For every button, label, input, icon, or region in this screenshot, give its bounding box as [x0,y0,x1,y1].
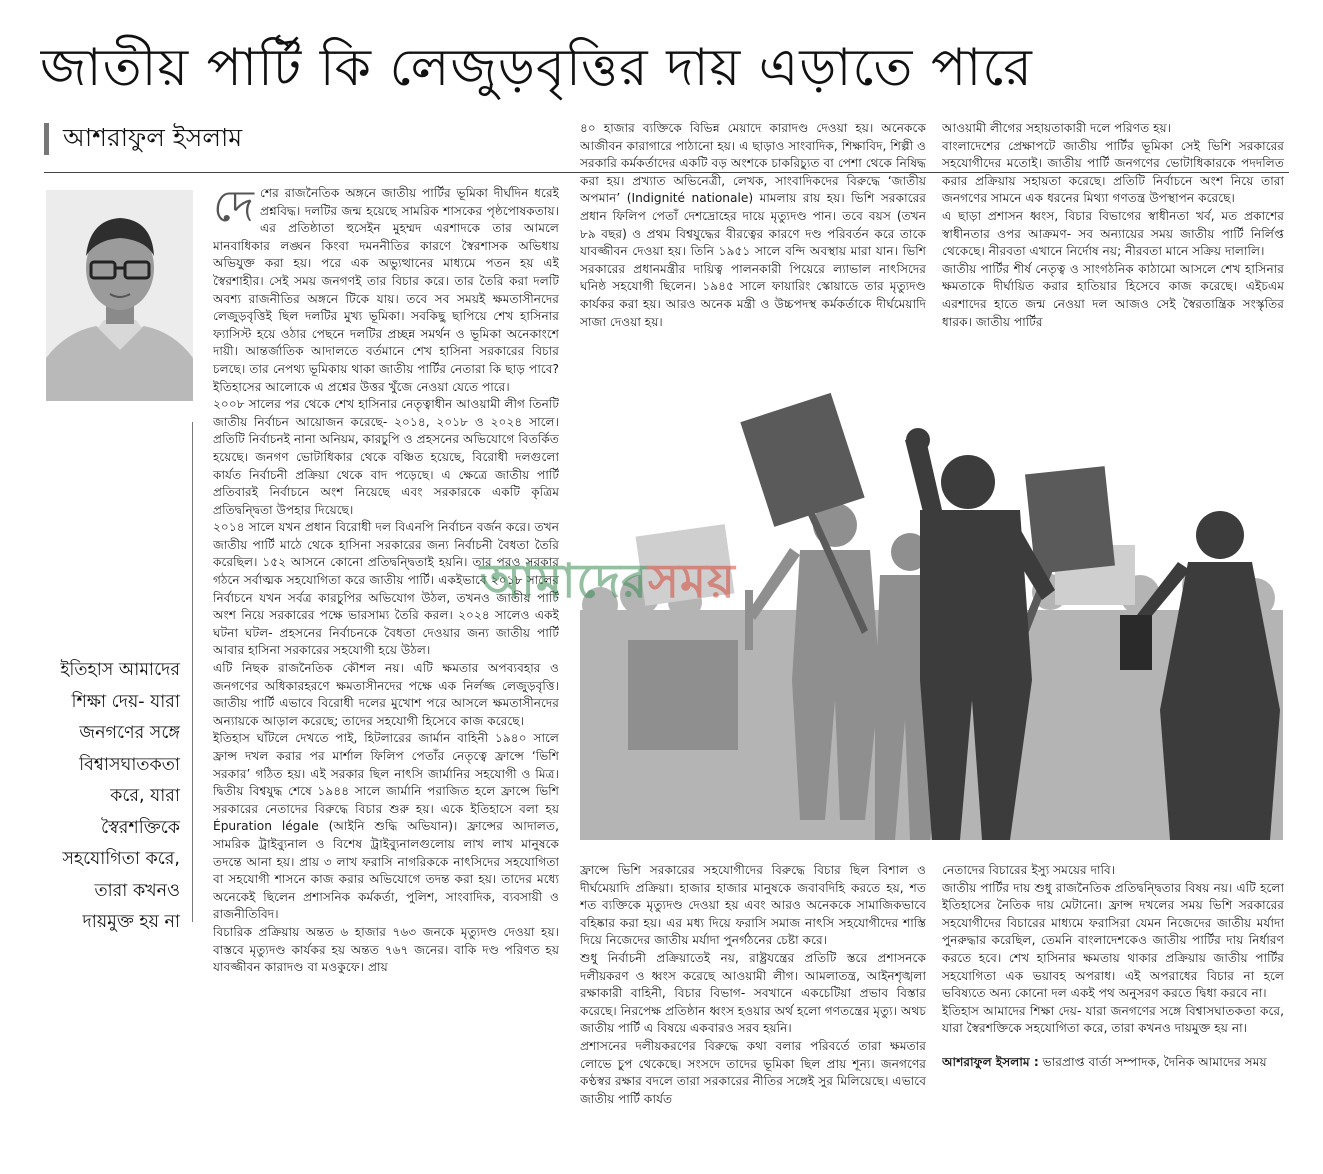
byline [44,120,544,158]
article-column-3-top [942,120,1284,370]
article-column-1 [213,185,559,1165]
paragraph-intro [213,185,559,396]
paragraph: শুধু নির্বাচনী প্রক্রিয়াতেই নয়, রাষ্ট্রযন্ত্রের প্রতিটি স্তরে প্রশাসনকে দলীয়করণ ও ধ্বংস করেছে আওয়ামী লীগ। আমলাতন্ত্র, আইনশৃঙ্খলা রক্ষাকারী বাহিনী, বিচার বিভাগ- সবখানে একচেটিয়া প্রভাব বিস্তার করেছে। নিরপেক্ষ প্রতিষ্ঠান ধ্বংস হওয়ার অর্থ হলো গণতন্ত্রের মৃত্যু। অথচ জাতীয় পার্টি এ বিষয়ে একবারও সরব হয়নি। [580,950,926,1036]
article-column-2-bottom [580,862,926,1170]
paragraph: ইতিহাস ঘাঁটলে দেখতে পাই, হিটলারের জার্মান বাহিনী ১৯৪০ সালে ফ্রান্স দখল করার পর মার্শাল ফিলিপ পেতাঁর নেতৃত্বে ফ্রান্সে ‘ভিশি সরকার’ গঠিত হয়। এই সরকার ছিল নাৎসি জার্মানির সহযোগী ও মিত্র। দ্বিতীয় বিশ্বযুদ্ধ শেষে ১৯৪৪ সালে জার্মানি পরাজিত হলে ফ্রান্সে ভিশি সরকারের নেতাদের বিরুদ্ধে বিচার শুরু হয়। একে ইতিহাসে বলা হয় Épuration légale (আইনি শুদ্ধি অভিযান)। ফ্রান্সের আদালত, সামরিক ট্রাইব্যুনাল ও বিশেষ ট্রাইব্যুনালগুলোয় লাখ লাখ মানুষকে তদন্তে আনা হয়। প্রায় ৩ লাখ ফরাসি নাগরিককে নাৎসিদের সহযোগিতা বা সহযোগী শাসনে কাজ করার অভিযোগে তদন্ত করা হয়। তাদের মধ্যে অনেকেই ছিলেন প্রশাসনিক কর্মকর্তা, পুলিশ, সাংবাদিক, ব্যবসায়ী ও রাজনীতিবিদ। [213,731,559,922]
byline-author: আশরাফুল ইসলাম [63,122,243,152]
paragraph: ২০১৪ সালে যখন প্রধান বিরোধী দল বিএনপি নির্বাচন বর্জন করে। তখন জাতীয় পার্টি মাঠে থেকে হাসিনা সরকারের জন্য নির্বাচনী বৈধতা তৈরি করেছিল। ১৫২ আসনে কোনো প্রতিদ্বন্দ্বিতাই হয়নি। তার পরও সরকার গঠনে সর্বাত্মক সহযোগিতা করে জাতীয় পার্টি। একইভাবে ২০১৮ সালের নির্বাচনে যখন সর্বত্র কারচুপির অভিযোগ উঠল, তখনও জাতীয় পার্টি অংশ নিয়ে সরকারের পক্ষে ভারসাম্য তৈরি করল। ২০২৪ সালেও একই ঘটনা ঘটল- প্রহসনের নির্বাচনকে বৈধতা দেওয়ার জন্য জাতীয় পার্টি আবার হাসিনা সরকারের সহযোগী হয়ে উঠল। [213,520,559,658]
paragraph: নেতাদের বিচারের ইস্যু সময়ের দাবি। [942,863,1116,877]
paragraph: জাতীয় পার্টির শীর্ষ নেতৃত্ব ও সাংগঠনিক কাঠামো আসলে শেখ হাসিনার ক্ষমতাকে দীর্ঘায়িত করার হাতিয়ার হিসেবে কাজ করেছে। এইচএম এরশাদের হাতে জন্ম নেওয়া দল আজও সেই স্বৈরতান্ত্রিক সংস্কৃতির ধারক। জাতীয় পার্টির [942,261,1284,329]
watermark-part-1: আমাদের [480,554,648,609]
pull-quote-divider [192,422,193,922]
paragraph: ২০০৮ সালের পর থেকে শেখ হাসিনার নেতৃত্বাধীন আওয়ামী লীগ তিনটি জাতীয় নির্বাচন আয়োজন করেছে- ২০১৪, ২০১৮ ও ২০২৪ সালে। প্রতিটি নির্বাচনই নানা অনিয়ম, কারচুপি ও প্রহসনের অভিযোগে বিতর্কিত হয়েছে। জনগণ ভোটাধিকার থেকে বঞ্চিত হয়েছে, বিরোধী দলগুলো কার্যত নির্বাচনী প্রক্রিয়া থেকে বাদ পড়েছে। এ ক্ষেত্রে জাতীয় পার্টি প্রতিবারই নির্বাচনে অংশ নিয়েছে এবং সরকারকে একটি কৃত্রিম প্রতিদ্বন্দ্বিতা উপহার দিয়েছে। [213,397,559,517]
author-bio-text: ভারপ্রাপ্ত বার্তা সম্পাদক, দৈনিক আমাদের সময় [1042,1054,1267,1069]
paragraph: বিচারিক প্রক্রিয়ায় অন্তত ৬ হাজার ৭৬৩ জনকে মৃত্যুদণ্ড দেওয়া হয়। বাস্তবে মৃত্যুদণ্ড কার্যকর হয় অন্তত ৭৬৭ জনের। বাকি দণ্ড পরিণত হয় যাবজ্জীবন কারাদণ্ড বা মওকুফে। প্রায় [213,924,559,975]
paragraph: ৪০ হাজার ব্যক্তিকে বিভিন্ন মেয়াদে কারাদণ্ড দেওয়া হয়। অনেককে আজীবন কারাগারে পাঠানো হয়। এ ছাড়াও সাংবাদিক, শিক্ষাবিদ, শিল্পী ও সরকারি কর্মকর্তাদের একটি বড় অংশকে চাকরিচ্যুত বা পেশা থেকে নিষিদ্ধ করা হয়। প্রখ্যাত অভিনেত্রী, লেখক, সাংবাদিকদের বিরুদ্ধে ‘জাতীয় অপমান’ (Indignité nationale) মামলায় রায় হয়। ভিশি সরকারের প্রধান ফিলিপ পেতাঁ দেশদ্রোহের দায়ে মৃত্যুদণ্ড পান। তবে বয়স (তখন ৮৯ বছর) ও প্রথম বিশ্বযুদ্ধের বীরত্বের কারণে দণ্ড পরিবর্তন করে তাকে যাবজ্জীবন দেওয়া হয়। তিনি ১৯৫১ সালে বন্দি অবস্থায় মারা যান। ভিশি সরকারের প্রধানমন্ত্রীর দায়িত্ব পালনকারী পিয়েরে ল্যাভাল নাৎসিদের ঘনিষ্ঠ সহযোগী ছিলেন। ১৯৪৫ সালে ফায়ারিং স্কোয়াডে তার মৃত্যুদণ্ড কার্যকর করা হয়। আরও অনেক মন্ত্রী ও উচ্চপদস্থ কর্মকর্তাকে দীর্ঘমেয়াদি সাজা দেওয়া হয়। [580,121,926,329]
pull-quote: ইতিহাস আমাদের শিক্ষা দেয়- যারা জনগণের সঙ্গে বিশ্বাসঘাতকতা করে, যারা স্বৈরশক্তিকে সহযোগিতা করে, তারা কখনও দায়মুক্ত হয় না [60,660,180,932]
author-portrait-image [46,190,193,400]
paragraph: এ ছাড়া প্রশাসন ধ্বংস, বিচার বিভাগের স্বাধীনতা খর্ব, মত প্রকাশের স্বাধীনতার ওপর আক্রমণ- সব অন্যায়ের সময় জাতীয় পার্টি নির্লিপ্ত থেকেছে। নীরবতা এখানে নির্দোষ নয়; নীরবতা মানে সক্রিয় দালালি। [942,208,1284,259]
publication-watermark [480,552,850,612]
paragraph: ইতিহাস আমাদের শিক্ষা দেয়- যারা জনগণের সঙ্গে বিশ্বাসঘাতকতা করে, যারা স্বৈরশক্তিকে সহযোগিতা করে, তারা কখনও দায়মুক্ত হয় না। [942,1003,1284,1036]
paragraph: ফ্রান্সে ভিশি সরকারের সহযোগীদের বিরুদ্ধে বিচার ছিল বিশাল ও দীর্ঘমেয়াদি প্রক্রিয়া। হাজার হাজার মানুষকে জবাবদিহি করতে হয়, শত শত ব্যক্তিকে মৃত্যুদণ্ড দেওয়া হয় এবং আরও অনেককে সামাজিকভাবে বহিষ্কার করা হয়। এর মধ্য দিয়ে ফরাসি সমাজ নাৎসি সহযোগীদের শাস্তি দিয়ে নিজেদের জাতীয় মর্যাদা পুনর্গঠনের চেষ্টা করে। [580,863,926,948]
paragraph: আওয়ামী লীগের সহায়তাকারী দলে পরিণত হয়। [942,121,1172,135]
author-bio-name: আশরাফুল ইসলাম : [942,1054,1039,1069]
article-headline: জাতীয় পার্টি কি লেজুড়বৃত্তির দায় এড়াতে পারে [40,38,1033,98]
watermark-part-2: সময় [647,554,736,609]
article-column-2-top [580,120,926,370]
paragraph: প্রশাসনের দলীয়করণের বিরুদ্ধে কথা বলার পরিবর্তে তারা ক্ষমতার লোভে চুপ থেকেছে। সংসদে তাদের ভূমিকা ছিল প্রায় শূন্য। জনগণের কণ্ঠস্বর রক্ষার বদলে তারা সরকারের নীতির সঙ্গেই সুর মিলিয়েছে। এভাবে জাতীয় পার্টি কার্যত [580,1038,926,1106]
byline-bar [44,123,49,155]
paragraph-text: শের রাজনৈতিক অঙ্গনে জাতীয় পার্টির ভূমিকা দীর্ঘদিন ধরেই প্রশ্নবিদ্ধ। দলটির জন্ম হয়েছে সামরিক শাসকের পৃষ্ঠপোষকতায়। এর প্রতিষ্ঠাতা হুসেইন মুহম্মদ এরশাদকে তার আমলে মানবাধিকার লঙ্ঘন কিংবা দমননীতির কারণে স্বৈরশাসক অভিধায় অভিযুক্ত করা হয়। পরে এক অভ্যুত্থানের মাধ্যমে পতন হয় এই স্বৈরশাহীর। সেই সময় জনগণই তার বিচার করে। তার তৈরি করা দলটি অবশ্য রাজনীতির অঙ্গনে টিকে যায়। তবে সব সময়ই ক্ষমতাসীনদের লেজুড়বৃত্তিই ছিল দলটির মুখ্য ভূমিকা। সবকিছু ছাপিয়ে শেখ হাসিনার ফ্যাসিস্ট হয়ে ওঠার পেছনে দলটির প্রচ্ছন্ন সমর্থন ও ভূমিকা অনেকাংশে দায়ী। আন্তর্জাতিক আদালতে বর্তমানে শেখ হাসিনা সরকারের বিচার চলছে। তার নেপথ্য ভূমিকায় থাকা জাতীয় পার্টির নেতারা কি ছাড় পাবে? ইতিহাসের আলোকে এ প্রশ্নের উত্তর খুঁজে নেওয়া যেতে পারে। [213,186,559,394]
paragraph: এটি নিছক রাজনৈতিক কৌশল নয়। এটি ক্ষমতার অপব্যবহার ও জনগণের অধিকারহরণে ক্ষমতাসীনদের পক্ষে এক নির্লজ্জ লেজুড়বৃত্তি। জাতীয় পার্টি এভাবে বিরোধী দলের মুখোশ পরে আসলে ক্ষমতাসীনদের অন্যায়কে আড়াল করেছে; তাদের সহযোগী হিসেবে কাজ করেছে। [213,661,559,728]
author-bio [942,1054,1284,1072]
paragraph: বাংলাদেশের প্রেক্ষাপটে জাতীয় পার্টির ভূমিকা সেই ভিশি সরকারের সহযোগীদের মতোই। জাতীয় পার্টি জনগণের ভোটাধিকারকে পদদলিত করার প্রক্রিয়ায় সহায়তা করেছে। প্রতিটি নির্বাচনে অংশ নিয়ে তারা জনগণের সামনে এক ধরনের মিথ্যা গণতন্ত্র উপস্থাপন করেছে। [942,138,1284,206]
author-photo [46,190,193,401]
paragraph: জাতীয় পার্টির দায় শুধু রাজনৈতিক প্রতিদ্বন্দ্বিতার বিষয় নয়। এটি হলো ইতিহাসের নৈতিক দায় মেটানো। ফ্রান্স দখলের সময় ভিশি সরকারের সহযোগীদের বিচারের মাধ্যমে ফরাসিরা যেমন নিজেদের জাতীয় মর্যাদা পুনরুদ্ধার করেছিল, তেমনি বাংলাদেশকেও জাতীয় পার্টির দায় নির্ধারণ করতে হবে। শেখ হাসিনার ক্ষমতায় থাকার প্রক্রিয়ায় জাতীয় পার্টির সহযোগিতা এক ভয়াবহ অপরাধ। এই অপরাধের বিচার না হলে ভবিষ্যতে অন্য কোনো দল একই পথ অনুসরণ করতে দ্বিধা করবে না। [942,880,1284,1001]
drop-cap: দে [213,185,254,232]
article-column-3-bottom [942,862,1284,1170]
